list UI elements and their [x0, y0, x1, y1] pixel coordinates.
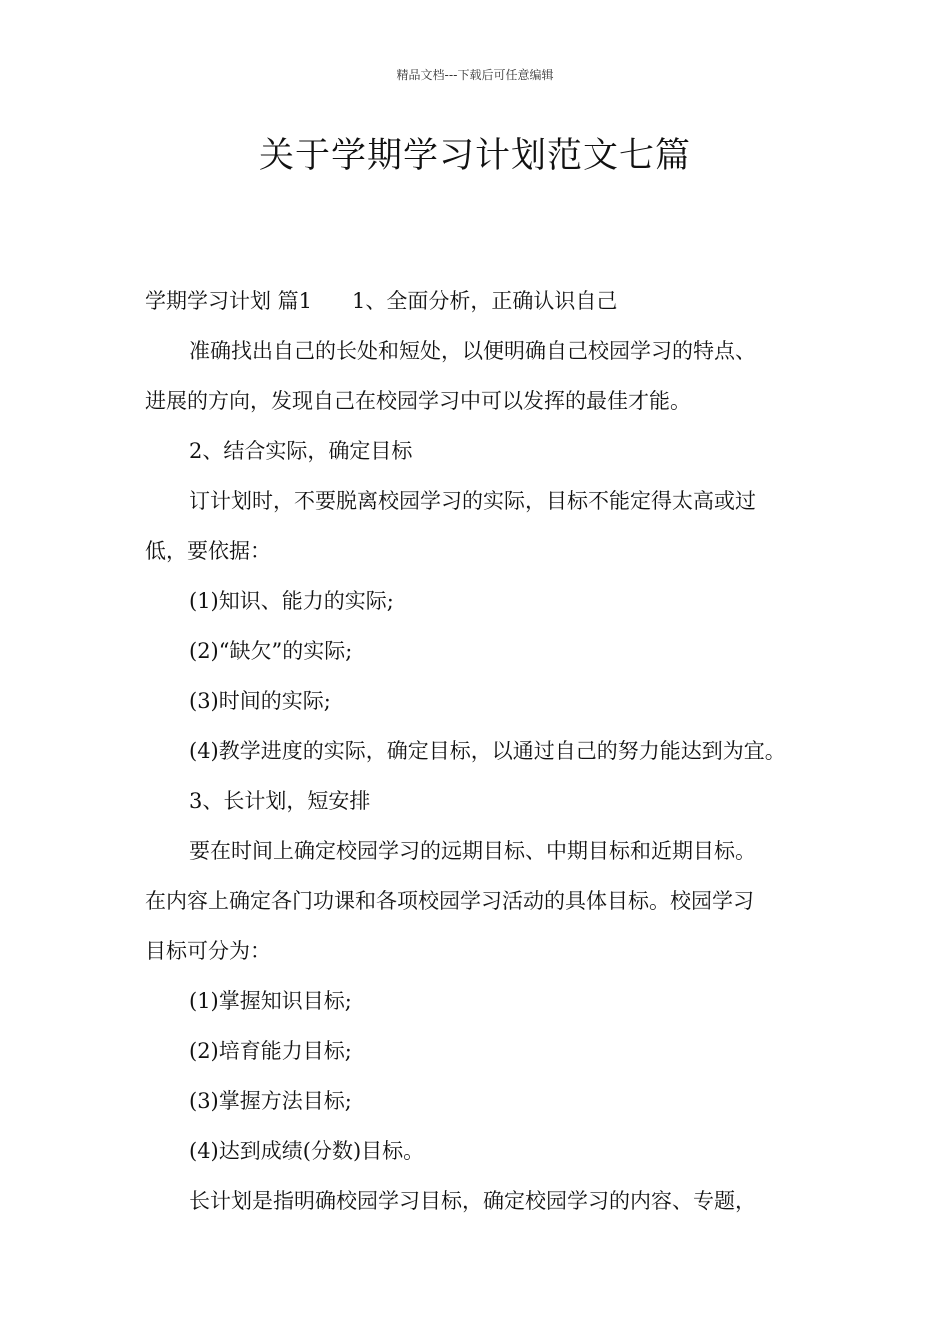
paragraph-line: 长计划是指明确校园学习目标，确定校园学习的内容、专题，: [189, 1189, 756, 1213]
paragraph-line: 2、结合实际，确定目标: [189, 439, 413, 463]
section-heading: 1、全面分析，正确认识自己: [352, 289, 618, 313]
paragraph-line: 订计划时，不要脱离校园学习的实际，目标不能定得太高或过: [189, 489, 756, 513]
section-label: 学期学习计划 篇1: [145, 289, 313, 313]
first-line: [145, 276, 825, 326]
paragraph-line: (2)培育能力目标;: [189, 1039, 352, 1063]
header-note: 精品文档---下载后可任意编辑: [396, 68, 554, 82]
document-body: [145, 276, 825, 1226]
paragraph-line: 要在时间上确定校园学习的远期目标、中期目标和近期目标。: [189, 839, 756, 863]
document-title: 关于学期学习计划范文七篇: [258, 136, 691, 176]
paragraph-line: (3)时间的实际;: [189, 689, 331, 713]
paragraph-line: (1)知识、能力的实际;: [189, 589, 394, 613]
paragraph-line: (4)达到成绩(分数)目标。: [189, 1139, 425, 1163]
paragraph-line: (2)“缺欠”的实际;: [189, 639, 353, 663]
paragraph-line: 目标可分为：: [145, 939, 271, 963]
paragraph-line: (3)掌握方法目标;: [189, 1089, 352, 1113]
paragraph-line: 在内容上确定各门功课和各项校园学习活动的具体目标。校园学习: [145, 889, 754, 913]
paragraph-line: 进展的方向，发现自己在校园学习中可以发挥的最佳才能。: [145, 389, 691, 413]
paragraph-line: 准确找出自己的长处和短处，以便明确自己校园学习的特点、: [189, 339, 756, 363]
paragraph-line: 3、长计划，短安排: [189, 789, 371, 813]
paragraph-line: (4)教学进度的实际，确定目标，以通过自己的努力能达到为宜。: [189, 739, 786, 763]
paragraph-line: (1)掌握知识目标;: [189, 989, 352, 1013]
paragraph-line: 低，要依据：: [145, 539, 271, 563]
